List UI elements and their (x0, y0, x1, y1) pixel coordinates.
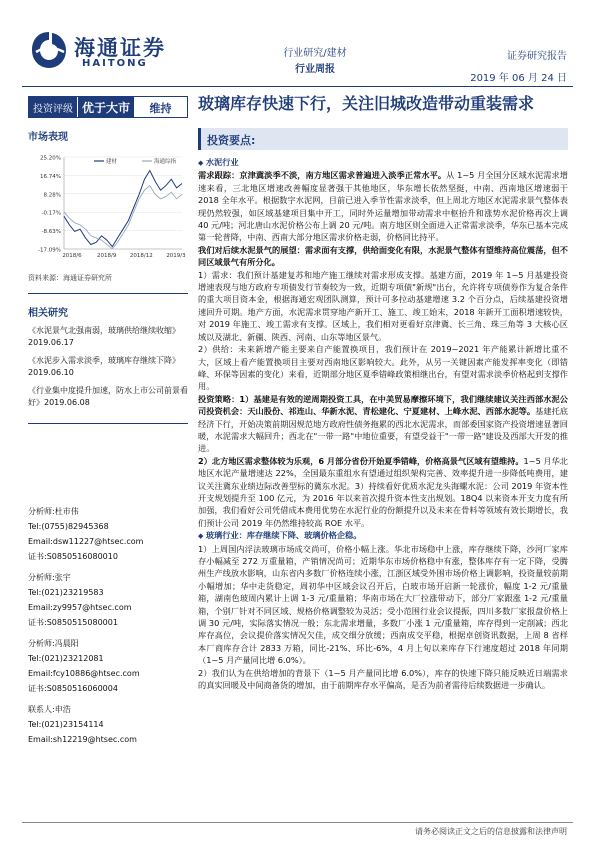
x-tick-label: 2018/9 (96, 253, 117, 259)
sidebar-divider (28, 293, 188, 294)
analyst-name: 分析师:张宇 (28, 573, 71, 582)
paragraph-bold: 需求跟踪：京津冀淡季不淡，南方地区需求普遍进入淡季正常水平。 (198, 170, 447, 181)
paragraph: 1）上周国内浮法玻璃市场成交尚可，价格小幅上涨。华北市场稳中上涨，库存继续下降，沙河厂家库存小幅减至 272 万重量箱，产销情况尚可；近期华东市场价格稳中有涨，整体库存有一定下降，受腾州生产线放水影响，山东省内多数厂价格连续小涨，江浙区域受外围市场价格上调影响，投资量较前期小幅增加；华中走货稳定，周初华中区域会议召开后，白玻市场开启新一轮涨价，幅度 1-2 元/重量箱，湖南色玻周内累计上调 1-3 元/重量箱；华南市场在大厂拉涨带动下，部分厂家跟涨 1-2 元/重量箱，个别厂针对不同区域、规格价格调整较为灵活；受小范围行业会议提振，四川多数厂家报盘价格上调 30 元/吨，实际落实情况一般；东北需求增量，多数厂小涨 1 元/重量箱，库存得到一定削减；西北库存高位，会议提价落实情况欠佳，成交细分放缓；西南成交平稳，根据卓创资讯数据，上周 8 省样本厂商库存合计 2833 万箱，同比-21%、环比-6%，4 月上旬以来库存下行速度超过 2018 年同期（1~5 月产量同比增 6.0%）。 (198, 543, 568, 666)
legend-label: 海通综指 (154, 159, 177, 165)
series-line-2 (64, 186, 182, 249)
chart-source: 资料来源：海通证券研究所 (28, 274, 112, 282)
sidebar-divider (28, 423, 188, 424)
paragraph-bold: 2）北方地区需求整体较为乐观，6 月部分省份开始夏季错峰，价格高景气区域有望维持。 (198, 455, 524, 466)
y-tick-label: 8.28% (43, 192, 61, 199)
haitong-logo-icon (30, 30, 68, 70)
market-title: 市场表现 (28, 132, 68, 143)
analyst-email[interactable]: Email:zy9957@htsec.com (28, 603, 132, 612)
analyst-cert: 证书:S0850515080001 (28, 618, 118, 627)
analyst-tel: Tel:(021)23219583 (28, 588, 104, 597)
category-label: 行业研究/建材 (283, 48, 347, 59)
logo-english-text: HAITONG (82, 58, 148, 69)
report-type: 行业周报 (295, 64, 335, 75)
sidebar (28, 96, 188, 747)
paragraph-bold: 我们对后续水泥景气的展望：需求面有支撑，供给面变化有限，水泥景气整体有望维持高位震荡，但不同区域景气有所分化。 (198, 244, 568, 268)
rating-value: 优于大市 (77, 97, 134, 117)
glass-section-heading: ◆ 玻璃行业：库存继续下降、玻璃价格企稳。 (198, 529, 568, 542)
x-tick-label: 2019/3 (166, 253, 186, 259)
report-label: 证券研究报告 (507, 51, 567, 62)
paragraph (198, 393, 568, 455)
report-header (0, 0, 595, 90)
main-content (198, 92, 568, 691)
keypoints-header: 投资要点: (198, 128, 568, 150)
analyst-cert: 证书:S0850516080010 (28, 552, 118, 561)
x-tick-label: 2018/12 (129, 253, 153, 259)
analyst-name: 分析师:冯晨阳 (28, 639, 79, 648)
rating-label: 投资评级 (29, 97, 77, 117)
related-title: 相关研究 (28, 308, 68, 319)
x-tick-label: 2018/6 (62, 253, 82, 259)
report-category (245, 46, 385, 78)
market-chart (28, 149, 188, 269)
rating-box (28, 96, 188, 118)
analyst-name: 分析师:杜市伟 (28, 507, 79, 516)
legend-label: 建材 (106, 159, 118, 165)
analyst-tel: Tel:(0755)82945368 (28, 522, 109, 531)
analyst-block (28, 504, 188, 564)
contact-name: 联系人:申浩 (28, 705, 71, 714)
company-logo (30, 30, 166, 80)
paragraph-text: 从 1~5 月全国分区域水泥需求增速来看，三北地区增速改善幅度显著强于其他地区，华东增长依然坚挺，中南、西南地区增速弱于 2018 全年水平。根据数字水泥网，目前已进入季节性需求淡季，但上周北方地区水泥需求景气整体表现仍然较强，如区域基建项目集中开工，同时外运量增加带动需求中枢抬升和涨势水泥价格再次上调 40 元/吨；河北唐山水泥价格公布上调 20 元/吨。南方地区则全面进入正常需求淡季，华东已基本完成第一轮普降，中南、西南大部分地区需求价格走弱，价格同比持平。 (198, 170, 568, 243)
footer-disclaimer: 请务必阅读正文之后的信息披露和法律声明 (415, 827, 567, 836)
report-title: 玻璃库存快速下行，关注旧城改造带动重装需求 (198, 94, 535, 113)
logo-chinese-text: 海通证券 (74, 35, 166, 60)
y-tick-label: -8.63% (41, 229, 61, 236)
paragraph: 2）我们认为在供给增加的背景下（1~5 月产量同比增 6.0%），库存的快速下降只能反映近日端需求的真实回暖及中间商备货的增加，由于前期库存水平偏高，是否为前者需待后续数据进一步确认。 (198, 667, 568, 691)
analyst-cert: 证书:S0850516060004 (28, 684, 118, 693)
y-tick-label: -17.09% (38, 247, 61, 254)
paragraph (198, 169, 568, 243)
report-meta (470, 46, 567, 90)
paragraph (198, 455, 568, 529)
related-item[interactable]: 《水泥景气北强南弱，玻璃供给继续收缩》2019.06.17 (28, 326, 180, 347)
footer-divider (22, 822, 573, 823)
rating-status: 维持 (149, 102, 172, 115)
analyst-email[interactable]: Email:fcy10886@htsec.com (28, 669, 140, 678)
y-tick-label: 25.20% (40, 155, 61, 162)
report-body (198, 156, 568, 691)
related-item[interactable]: 《行业集中度提升加速，防水上市公司前景看好》2019.06.08 (28, 386, 188, 407)
y-tick-label: 16.74% (40, 173, 61, 180)
series-line-1 (64, 171, 182, 247)
analyst-tel: Tel:(021)23212081 (28, 654, 104, 663)
cement-section-heading: ◆ 水泥行业 (198, 156, 568, 169)
contact-block (28, 702, 188, 747)
paragraph: 1）需求：我们预计基建复苏和地产施工继续对需求形成支撑。基建方面，2019 年 1~5 月基建投资增速表现与地方政府专项债发行节奏较为一致，近期专项债"新规"出台，允许将专项债券作为复合条件的重大项目资本金，根据海通宏观团队测算，预计可多拉动基建增速 3.2 个百分点，后续基建投资增速回升可期。地产方面，水泥需求贯穿地产新开工、施工、竣工始末，2018 年新开工面积增速较快，对 2019 年施工、竣工需求有支撑。区域上，我们相对更看好京津冀、长三角、珠三角等 3 大核心区域以及湖北、新疆、陕西、河南、山东等地区景气。 (198, 269, 568, 342)
report-date: 2019 年 06 月 24 日 (470, 73, 567, 84)
contact-tel: Tel:(021)23154114 (28, 720, 104, 729)
contact-email[interactable]: Email:sh12219@htsec.com (28, 735, 137, 744)
y-tick-label: -0.17% (41, 210, 61, 217)
paragraph-bold: 投资策略：1）基建是有效的逆周期投资工具，在中美贸易摩擦环境下，我们继续建议关注西部水泥公司投资机会：天山股份、祁连山、华新水泥、青松建化、宁夏建材、上峰水泥、西部水泥等。 (198, 393, 568, 417)
analyst-block (28, 636, 188, 696)
paragraph-text: 1~5 月华北地区水泥产量增速达 22%，全国最东重组水有望通过组织架构完善、效率提升进一步降低吨费用，建议关注冀东业绩边际改善型标的冀东水泥。3）持续看好优质水泥龙头海螺水泥：公司 2019 年资本性开支规划提升至 100 亿元，为 2016 年以来首次提升资本性支出规划。18Q4 以来资本开支力度有所加强，我们看好公司凭借成本费用优势在水泥行业的份额提升以及未来在骨料等领域有效长期增长，我们预计公司 2019 年仍然维持较高 ROE 水平。 (198, 455, 568, 528)
analyst-block (28, 570, 188, 630)
header-divider (22, 86, 573, 87)
related-item[interactable]: 《水泥步入需求淡季，玻璃库存继续下降》2019.06.10 (28, 356, 180, 377)
market-chart-svg (28, 149, 188, 269)
paragraph-text: 基建托底经济下行，开始决策前期因规范地方政府性债务拖累的西北水泥需求，而部委国家资产投资增速显著回暖，水泥需求大幅回升；西北在"一带一路"中地位重要，有望受益于"一带一路"建设及西部大开发的推进。 (198, 406, 568, 454)
paragraph: 2）供给：未来新增产能主要来自产能置换项目，我们预计在 2019~2021 年产能累计新增比重不大，区域上看产能置换项目主要对西南地区影响较大。此外，从另一关键因素产能发挥率变化（即错峰、环保等因素的变化）来看，近期部分地区夏季错峰政策相继出台，有望对需求淡季价格起到支撑作用。 (198, 344, 568, 392)
analyst-email[interactable]: Email:dsw11227@htsec.com (28, 537, 144, 546)
